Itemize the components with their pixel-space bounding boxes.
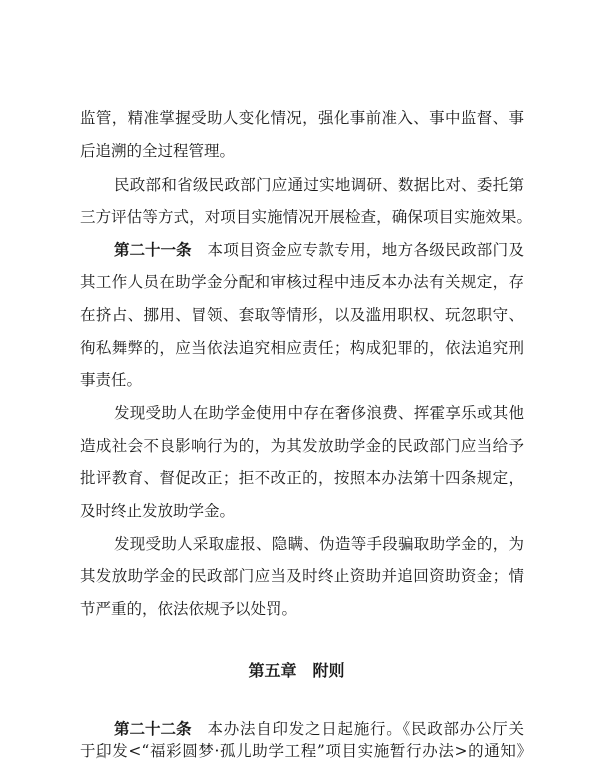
paragraph-line: 本办法自印发之日起施行。《民政部办公厅关 [207, 720, 524, 738]
paragraph-line: 本项目资金应专款专用，地方各级民政部门及 [207, 241, 524, 259]
paragraph-line: 其工作人员在助学金分配和审核过程中违反本办法有关规定，存 [80, 273, 524, 291]
paragraph-line: 徇私舞弊的，应当依法追究相应责任；构成犯罪的，依法追究刑 [80, 339, 524, 357]
chapter-heading: 第五章 附则 [248, 661, 345, 680]
paragraph-line: 监管，精准掌握受助人变化情况，强化事前准入、事中监督、事 [80, 109, 524, 127]
article-22-first-line [114, 719, 524, 739]
paragraph-line: 及时终止发放助学金。 [80, 502, 236, 520]
article-21-first-line [114, 240, 524, 260]
paragraph-line: 造成社会不良影响行为的，为其发放助学金的民政部门应当给予 [80, 437, 524, 455]
paragraph-line: 事责任。 [80, 371, 143, 389]
paragraph-line: 三方评估等方式，对项目实施情况开展检查，确保项目实施效果。 [80, 208, 532, 226]
paragraph-line: 节严重的，依法依规予以处罚。 [80, 600, 298, 618]
article-number: 第二十二条 [114, 719, 192, 738]
article-number: 第二十一条 [114, 240, 192, 259]
paragraph-line: 在挤占、挪用、冒领、套取等情形，以及滥用职权、玩忽职守、 [80, 306, 524, 324]
paragraph-line: 民政部和省级民政部门应通过实地调研、数据比对、委托第 [114, 176, 524, 194]
scan-artifact [96, 755, 106, 763]
paragraph-line: 后追溯的全过程管理。 [80, 142, 236, 160]
paragraph-line: 于印发<“福彩圆梦·孤儿助学工程”项目实施暂行办法>的通知》 [80, 742, 532, 760]
paragraph-line: 其发放助学金的民政部门应当及时终止资助并追回资助资金；情 [80, 567, 524, 585]
paragraph-line: 发现受助人采取虚报、隐瞒、伪造等手段骗取助学金的，为 [114, 535, 524, 553]
paragraph-line: 发现受助人在助学金使用中存在奢侈浪费、挥霍享乐或其他 [114, 404, 524, 422]
paragraph-line: 批评教育、督促改正；拒不改正的，按照本办法第十四条规定， [80, 469, 524, 487]
